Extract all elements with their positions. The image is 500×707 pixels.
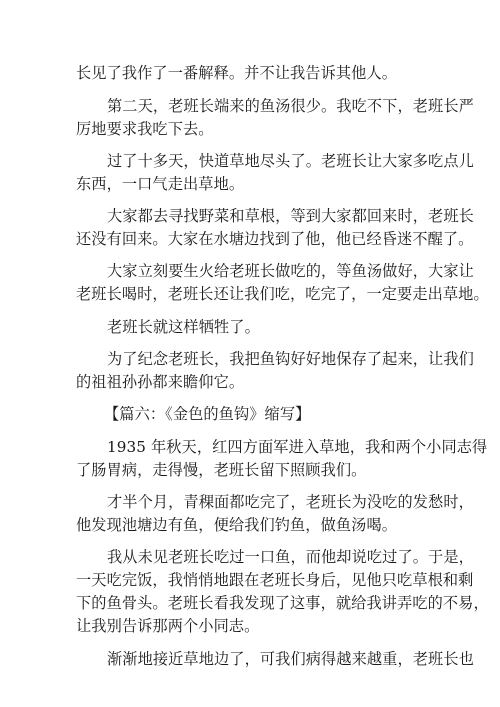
paragraph-start: 大家都去寻找野菜和草根，等到大家都回来时，老班长 xyxy=(107,207,474,225)
text-line: 东西，一口气走出草地。 xyxy=(76,175,245,193)
paragraph-start: 过了十多天，快道草地尽头了。老班长让大家多吃点儿 xyxy=(107,152,474,170)
paragraph-start: 我从未见老班长吃过一口鱼，而他却说吃过了。于是， xyxy=(107,548,474,566)
paragraph-start: 大家立刻要生火给老班长做吃的，等鱼汤做好，大家让 xyxy=(107,262,474,280)
text-line: 他发现池塘边有鱼，便给我们钓鱼，做鱼汤喝。 xyxy=(76,516,398,534)
text-line: 长见了我作了一番解释。并不让我告诉其他人。 xyxy=(76,64,398,82)
text-line: 老班长喝时，老班长还让我们吃，吃完了，一定要走出草地。 xyxy=(76,285,489,303)
text-line: 让我别告诉那两个小同志。 xyxy=(76,617,260,635)
paragraph-start: 才半个月，青稞面都吃完了，老班长为没吃的发愁时， xyxy=(107,493,474,511)
text-line: 了肠胃病，走得慢，老班长留下照顾我们。 xyxy=(76,461,367,479)
paragraph-start: 老班长就这样牺牲了。 xyxy=(107,318,260,336)
document-page xyxy=(76,0,489,707)
paragraph-start: 渐渐地接近草地边了，可我们病得越来越重，老班长也 xyxy=(107,650,474,668)
text-line: 厉地要求我吃下去。 xyxy=(76,120,214,138)
text-line: 下的鱼骨头。老班长看我发现了这事，就给我讲弄吃的不易， xyxy=(76,594,489,612)
paragraph-start: 为了纪念老班长，我把鱼钩好好地保存了起来，让我们 xyxy=(107,350,474,368)
paragraph-start: 1935 年秋天，红四方面军进入草地，我和两个小同志得 xyxy=(107,438,488,456)
section-heading: 【篇六：《金色的鱼钩》缩写】 xyxy=(104,405,311,423)
text-line: 的祖祖孙孙都来瞻仰它。 xyxy=(76,373,245,391)
text-line: 还没有回来。大家在水塘边找到了他，他已经昏迷不醒了。 xyxy=(76,230,474,248)
text-line: 一天吃完饭，我悄悄地跟在老班长身后，见他只吃草根和剩 xyxy=(76,571,474,589)
paragraph-start: 第二天，老班长端来的鱼汤很少。我吃不下，老班长严 xyxy=(107,97,474,115)
